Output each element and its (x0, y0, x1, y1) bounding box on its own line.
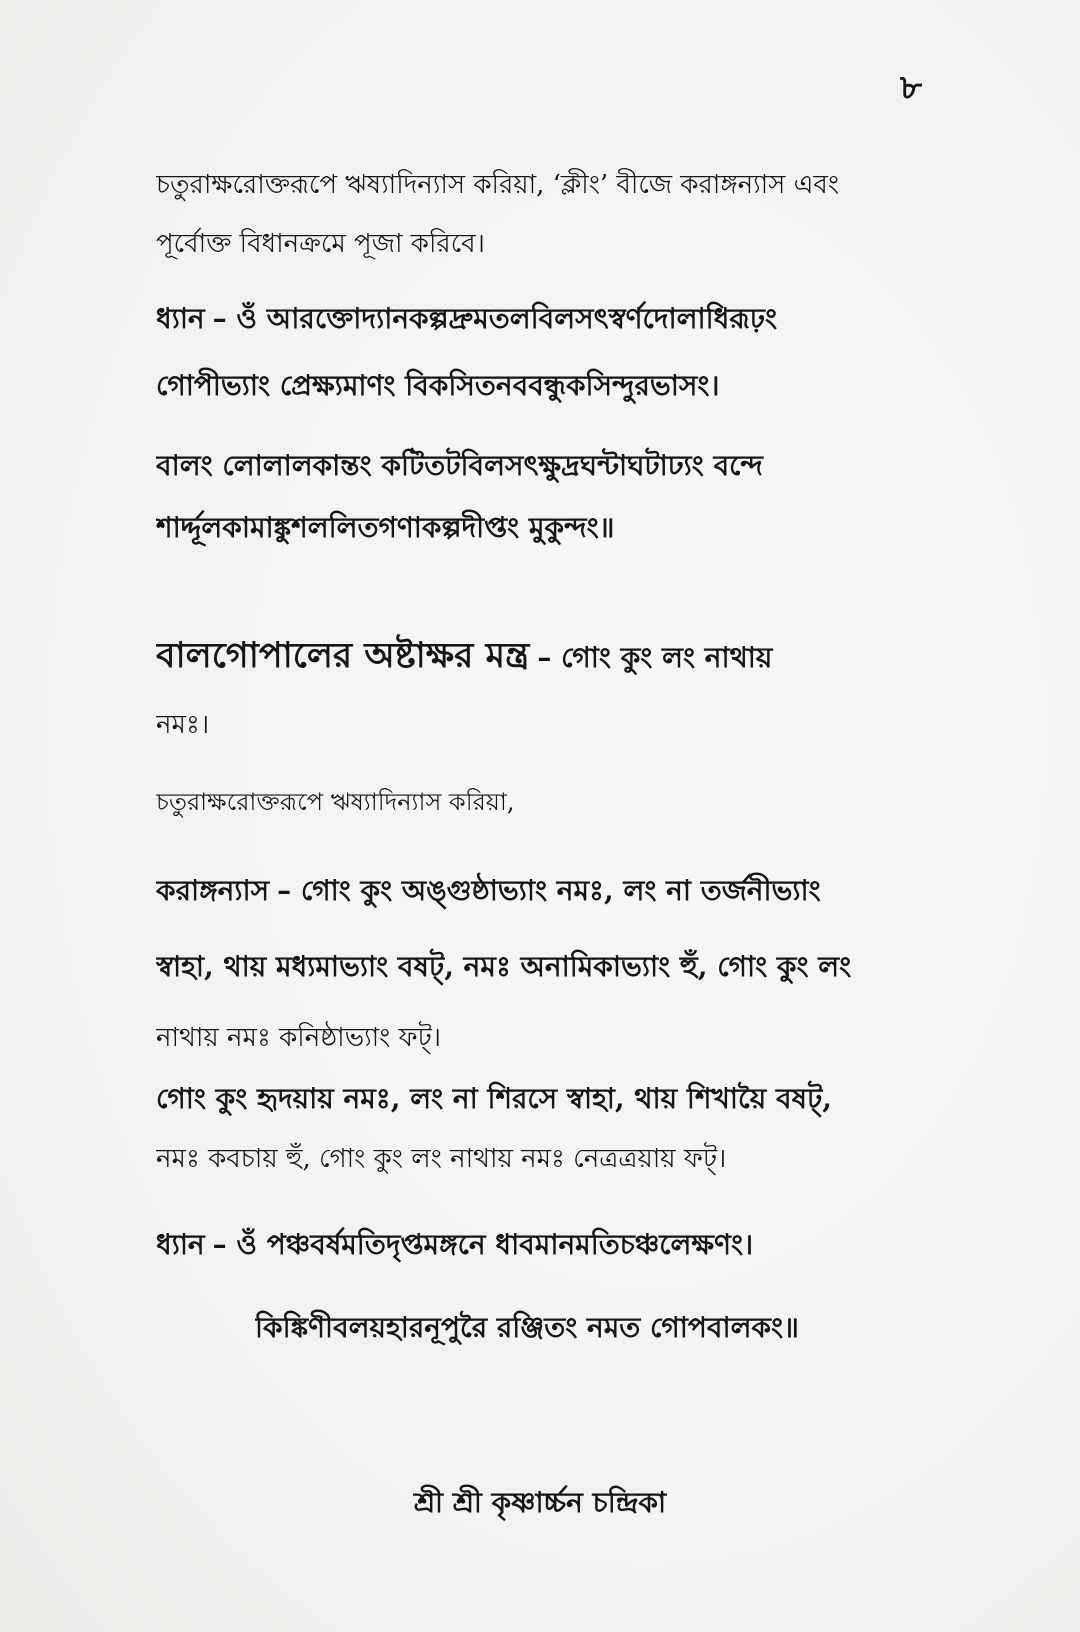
book-title-footer: শ্রী শ্রী কৃষ্ণার্চ্চন চন্দ্রিকা (413, 1486, 667, 1519)
dhyana-one-line-2: গোপীভ্যাং প্রেক্ষ্যমাণং বিকসিতনববন্ধুকসিন্দুরভাসং। (156, 369, 720, 402)
page-number: ৮ (900, 68, 923, 108)
karanganyasa-label: করাঙ্গন্যাস (156, 874, 270, 907)
karanganyasa-line-3: নাথায় নমঃ কনিষ্ঠাভ্যাং ফট্। (156, 1023, 442, 1053)
dhyana-one-text: – ওঁ আরক্তোদ্যানকল্পদ্রুমতলবিলসৎস্বর্ণদোলাধিরূঢ়ং (212, 302, 778, 335)
mantra-text: – গোং কুং লং নাথায় (537, 641, 773, 674)
mantra-heading-line (156, 632, 936, 679)
karanganyasa-text: – গোং কুং অঙ্গুষ্ঠাভ্যাং নমঃ, লং না তর্জনীভ্যাং (277, 874, 821, 907)
mantra-heading: বালগোপালের অষ্টাক্ষর মন্ত্র (156, 635, 530, 676)
anganyasa-line-2: নমঃ কবচায় হুঁ, গোং কুং লং নাথায় নমঃ নেত্রত্রয়ায় ফট্। (156, 1144, 727, 1174)
karanganyasa-line-1 (156, 872, 936, 910)
dhyana-two-text: – ওঁ পঞ্চবর্ষমতিদৃপ্তমঙ্গনে ধাবমানমতিচঞ্চলেক্ষণং। (212, 1228, 754, 1261)
dhyana-one-label: ধ্যান (156, 302, 205, 335)
dhyana-two-label: ধ্যান (156, 1228, 205, 1261)
intro-line-2: পূর্বোক্ত বিধানক্রমে পূজা করিবে। (156, 229, 485, 259)
mantra-note: চতুরাক্ষরোক্তরূপে ঋষ্যাদিন্যাস করিয়া, (156, 788, 515, 816)
karanganyasa-line-2: স্বাহা, থায় মধ্যমাভ্যাং বষট্, নমঃ অনামিকাভ্যাং হুঁ, গোং কুং লং (156, 950, 852, 983)
anganyasa-line-1: গোং কুং হৃদয়ায় নমঃ, লং না শিরসে স্বাহা, থায় শিখায়ৈ বষট্, (156, 1082, 833, 1115)
mantra-line-2: নমঃ। (156, 710, 210, 740)
intro-line-1: চতুরাক্ষরোক্তরূপে ঋষ্যাদিন্যাস করিয়া, ‘ক্লীং’ বীজে করাঙ্গন্যাস এবং (156, 170, 840, 200)
dhyana-two-line-1 (156, 1226, 936, 1264)
dhyana-one-line-1 (156, 300, 936, 338)
dhyana-two-line-2: কিঙ্কিণীবলয়হারনূপুরৈ রঞ্জিতং নমত গোপবালকং॥ (255, 1311, 799, 1344)
dhyana-one-line-4: শার্দ্দূলকামাঙ্কুশললিতগণাকল্পদীপ্তং মুকুন্দং॥ (156, 511, 615, 544)
dhyana-one-line-3: বালং লোলালকান্তং কটিতটবিলসৎক্ষুদ্রঘন্টাঘটাঢ্যং বন্দে (156, 449, 763, 482)
